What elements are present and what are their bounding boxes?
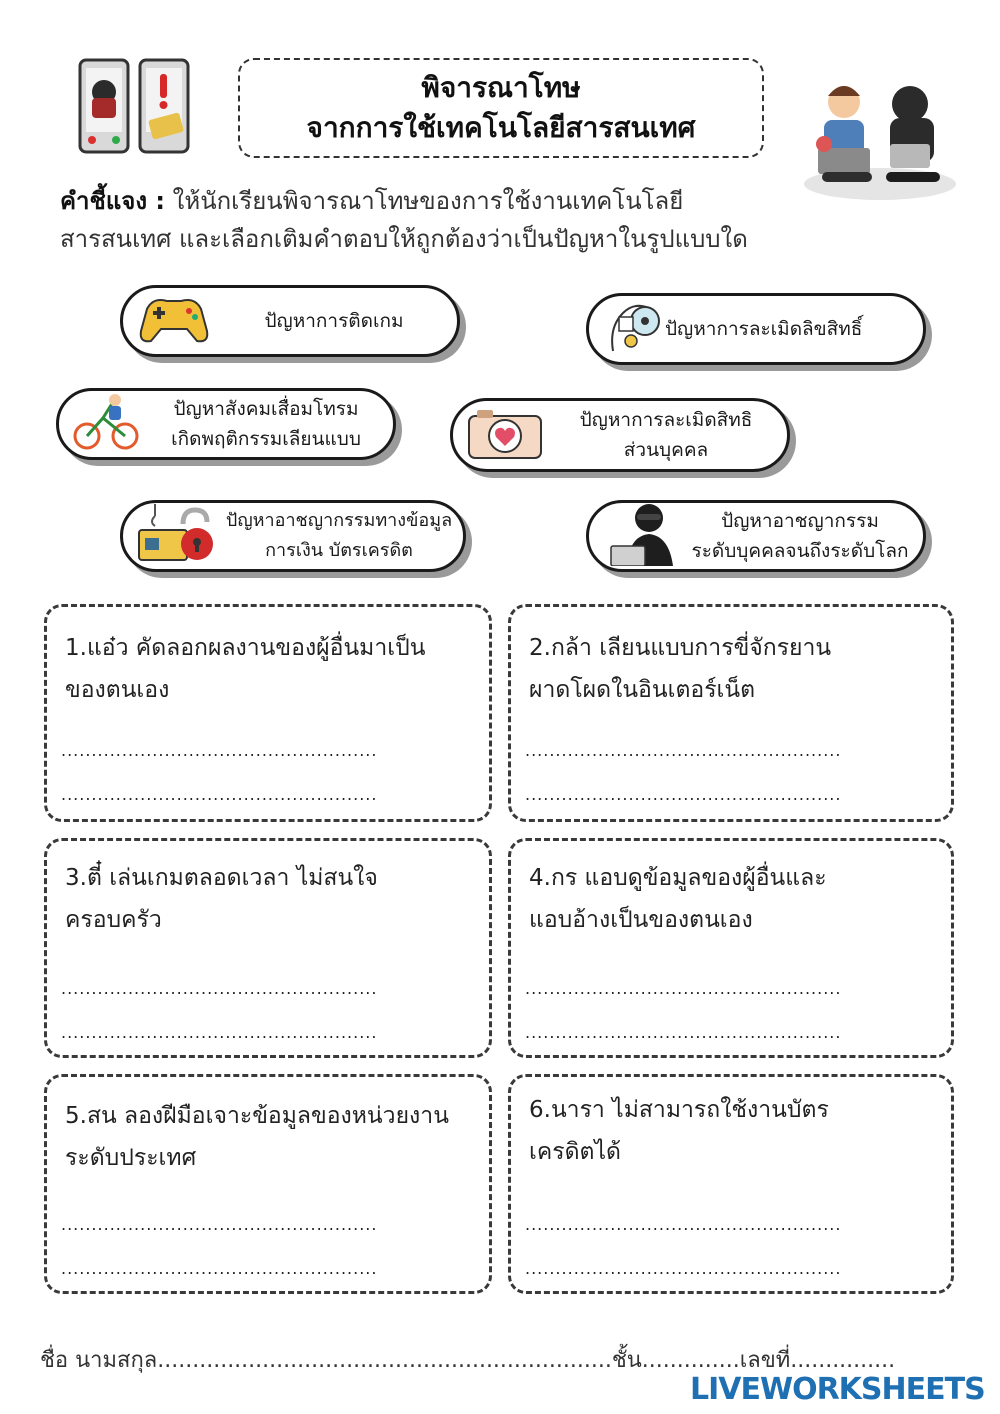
option-label-line-1: ปัญหาสังคมเสื่อมโทรม <box>173 398 359 420</box>
question-line-1: 1.แอ๋ว คัดลอกผลงานของผู้อื่นมาเป็น <box>65 635 426 661</box>
question-line-1: 5.สน ลองฝีมือเจาะข้อมูลของหน่วยงาน <box>65 1103 449 1129</box>
option-label-line-1: ปัญหาอาชญากรรมทางข้อมูล <box>225 510 453 531</box>
question-text <box>529 857 937 941</box>
instruction-label: คำชี้แจง : <box>60 187 166 215</box>
answer-line-2[interactable]: .................................................... <box>61 785 378 804</box>
question-line-1: 6.นารา ไม่สามารถใช้งานบัตร <box>529 1097 829 1123</box>
credit-card-lock-icon <box>135 502 215 570</box>
question-box-6 <box>508 1074 954 1294</box>
answer-line-1[interactable]: .................................................... <box>525 979 842 998</box>
option-privacy[interactable] <box>450 398 790 472</box>
option-label-line-2: เกิดพฤติกรรมเลียนแบบ <box>171 428 361 450</box>
answer-line-1[interactable]: .................................................... <box>61 741 378 760</box>
option-label-line-2: ส่วนบุคคล <box>623 439 709 461</box>
question-line-2: ครอบครัว <box>65 907 162 933</box>
option-label-line-2: ระดับบุคคลจนถึงระดับโลก <box>691 540 909 562</box>
answer-line-2[interactable]: .................................................... <box>61 1259 378 1278</box>
copyright-icon <box>605 299 665 359</box>
question-line-1: 3.ตี๋ เล่นเกมตลอดเวลา ไม่สนใจ <box>65 865 378 891</box>
question-line-2: แอบอ้างเป็นของตนเอง <box>529 907 753 933</box>
title-line-1: พิจารณาโทษ <box>421 71 581 104</box>
question-text <box>65 1095 475 1179</box>
option-financial-crime[interactable] <box>120 500 466 572</box>
instruction-text-1: ให้นักเรียนพิจารณาโทษของการใช้งานเทคโนโลยี <box>172 187 684 215</box>
answer-line-2[interactable]: .................................................... <box>61 1023 378 1042</box>
question-line-2: ระดับประเทศ <box>65 1145 197 1171</box>
answer-line-2[interactable]: .................................................... <box>525 785 842 804</box>
option-social-imitation[interactable] <box>56 388 396 460</box>
question-box-5 <box>44 1074 492 1294</box>
option-cyber-crime[interactable] <box>586 500 926 572</box>
option-label: ปัญหาการติดเกม <box>264 310 404 332</box>
question-box-3 <box>44 838 492 1058</box>
question-text <box>65 857 475 941</box>
option-copyright[interactable] <box>586 293 926 365</box>
question-box-1 <box>44 604 492 822</box>
title-line-2: จากการใช้เทคโนโลยีสารสนเทศ <box>306 111 696 144</box>
logo-text: LIVEWORKSHEETS <box>690 1372 985 1407</box>
option-label <box>139 394 393 454</box>
question-line-2: ของตนเอง <box>65 677 170 703</box>
answer-line-1[interactable]: .................................................... <box>525 1215 842 1234</box>
option-label <box>545 405 787 465</box>
answer-line-2[interactable]: .................................................... <box>525 1023 842 1042</box>
liveworksheets-logo <box>690 1372 985 1407</box>
phone-hacker-icon <box>78 58 192 154</box>
question-line-1: 2.กล้า เลียนแบบการขี่จักรยาน <box>529 635 832 661</box>
camera-icon <box>465 404 545 466</box>
answer-line-2[interactable]: .................................................... <box>525 1259 842 1278</box>
option-label-line-1: ปัญหาอาชญากรรม <box>721 510 879 532</box>
student-info-line: ชื่อ นามสกุล.................................................................ชั้น..............เลขที่............... <box>40 1348 896 1373</box>
instruction-text-2: สารสนเทศ และเลือกเติมคำตอบให้ถูกต้องว่าเป็นปัญหาในรูปแบบใด <box>60 225 748 253</box>
bicycle-icon <box>73 392 139 456</box>
question-line-2: เครดิตได้ <box>529 1139 621 1165</box>
question-text <box>529 1089 937 1173</box>
question-box-2 <box>508 604 954 822</box>
answer-line-1[interactable]: .................................................... <box>61 1215 378 1234</box>
hacker-icon <box>607 502 677 570</box>
option-label <box>215 506 463 566</box>
answer-line-1[interactable]: .................................................... <box>61 979 378 998</box>
question-box-4 <box>508 838 954 1058</box>
option-game-addiction[interactable] <box>120 285 460 357</box>
title-box <box>238 58 764 158</box>
option-label-line-1: ปัญหาการละเมิดสิทธิ <box>579 409 753 431</box>
option-label-line-2: การเงิน บัตรเครดิต <box>265 540 413 561</box>
option-label: ปัญหาการละเมิดลิขสิทธิ์ <box>665 318 863 340</box>
answer-line-1[interactable]: .................................................... <box>525 741 842 760</box>
question-line-2: ผาดโผดในอินเตอร์เน็ต <box>529 677 756 703</box>
question-line-1: 4.กร แอบดูข้อมูลของผู้อื่นและ <box>529 865 827 891</box>
question-text <box>529 627 937 711</box>
gamepad-icon <box>137 291 211 351</box>
option-label <box>677 506 923 566</box>
question-text <box>65 627 475 711</box>
instruction <box>60 182 940 258</box>
